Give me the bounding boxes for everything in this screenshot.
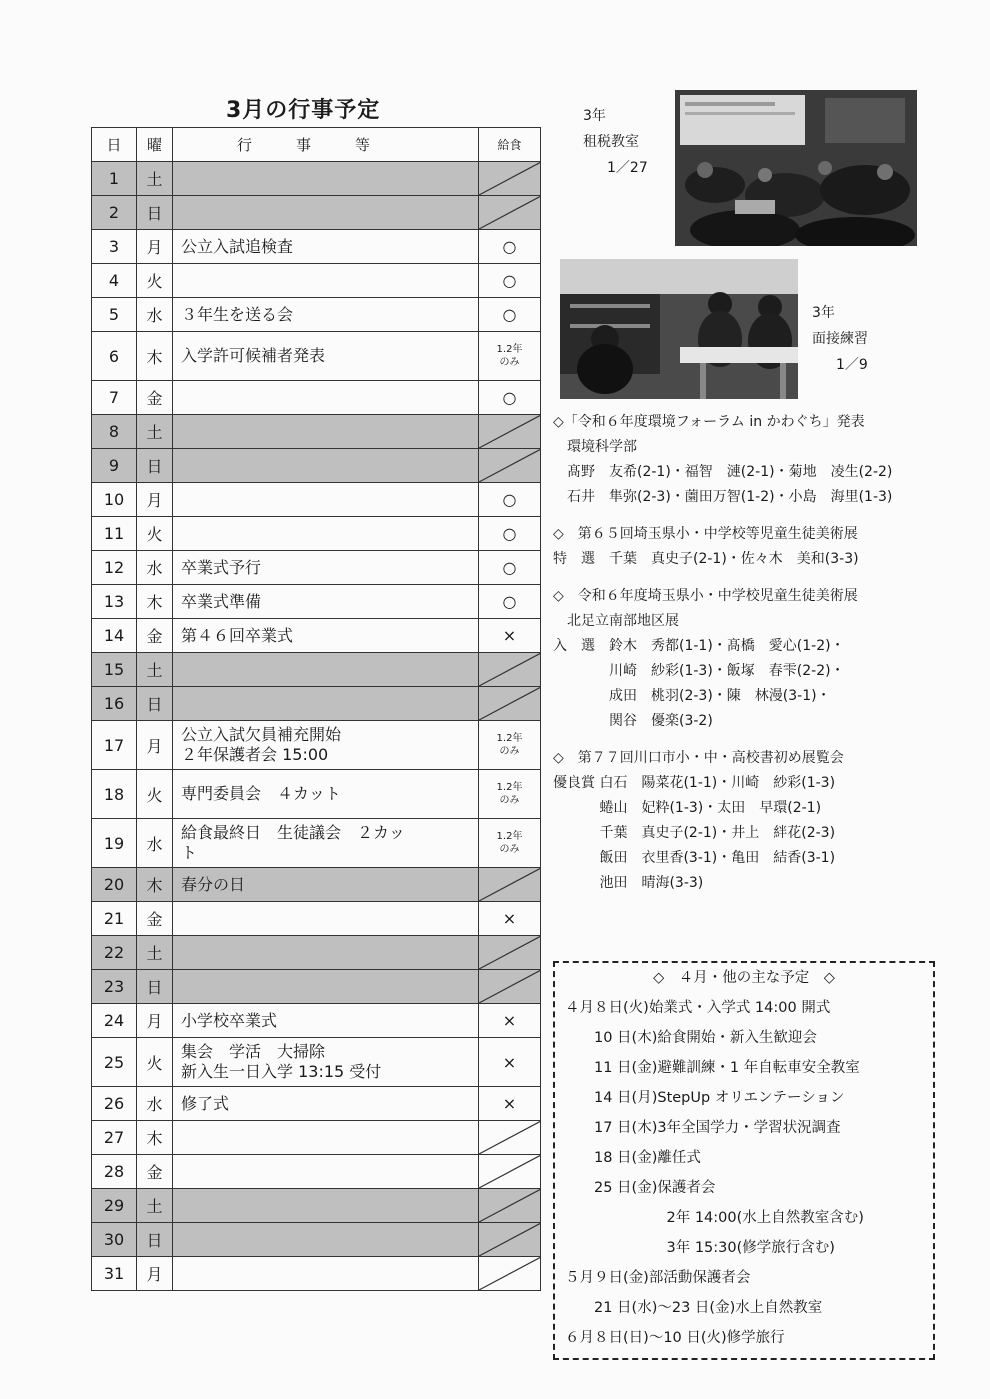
day-cell: 10 xyxy=(92,483,137,517)
day-cell: 23 xyxy=(92,970,137,1004)
lunch-cell xyxy=(479,381,541,415)
event-line: 公立入試追検査 xyxy=(181,236,294,256)
event-line: 第４６回卒業式 xyxy=(181,625,294,645)
lunch-cell xyxy=(479,517,541,551)
event-line: 卒業式準備 xyxy=(181,591,262,611)
lunch-cell xyxy=(479,619,541,653)
lunch-no-mark: × xyxy=(502,626,517,645)
day-cell: 29 xyxy=(92,1189,137,1223)
award-line: 川崎 紗彩(1-3)・飯塚 春雫(2-2)・ xyxy=(553,663,845,679)
award-line: 石井 隼弥(2-3)・薗田万智(1-2)・小島 海里(1-3) xyxy=(553,489,893,505)
event-cell xyxy=(173,653,479,687)
schedule-line: 3年 15:30(修学旅行含む) xyxy=(565,1240,835,1256)
event-cell xyxy=(173,868,479,902)
lunch-no-mark: × xyxy=(502,909,517,928)
table-row xyxy=(92,1223,541,1257)
table-row xyxy=(92,653,541,687)
day-cell: 6 xyxy=(92,332,137,381)
lunch-cell xyxy=(479,264,541,298)
lunch-cell xyxy=(479,970,541,1004)
weekday-cell: 土 xyxy=(137,1189,173,1223)
event-cell xyxy=(173,264,479,298)
lunch-cell xyxy=(479,770,541,819)
header-lunch: 給食 xyxy=(479,128,541,162)
table-row xyxy=(92,1004,541,1038)
award-line: 池田 晴海(3-3) xyxy=(553,875,704,891)
table-row xyxy=(92,332,541,381)
lunch-cell xyxy=(479,196,541,230)
event-cell xyxy=(173,1121,479,1155)
lunch-cell xyxy=(479,1004,541,1038)
lunch-cell xyxy=(479,551,541,585)
no-lunch-slash-icon xyxy=(479,936,541,969)
schedule-line: ６月８日(日)～10 日(火)修学旅行 xyxy=(565,1330,785,1346)
lunch-cell xyxy=(479,687,541,721)
lunch-no-mark: × xyxy=(502,1011,517,1030)
lunch-note: 1.2年のみ xyxy=(496,782,523,806)
event-line-2: ２年保護者会 15:00 xyxy=(181,745,329,764)
no-lunch-slash-icon xyxy=(479,449,541,482)
tax-class-date: 1／27 xyxy=(607,160,648,176)
april-schedule-box xyxy=(553,961,935,1360)
event-cell xyxy=(173,721,479,770)
no-lunch-slash-icon xyxy=(479,1189,541,1222)
lunch-yes-mark: ○ xyxy=(502,388,517,407)
table-row xyxy=(92,1189,541,1223)
event-cell xyxy=(173,1087,479,1121)
award-line: 入 選 鈴木 秀都(1-1)・髙橋 愛心(1-2)・ xyxy=(553,638,845,654)
lunch-note: 1.2年のみ xyxy=(496,344,523,368)
lunch-cell xyxy=(479,721,541,770)
day-cell: 24 xyxy=(92,1004,137,1038)
event-cell xyxy=(173,517,479,551)
weekday-cell: 金 xyxy=(137,381,173,415)
no-lunch-slash-icon xyxy=(479,1257,541,1290)
schedule-line: 2年 14:00(水上自然教室含む) xyxy=(565,1210,864,1226)
lunch-yes-mark: ○ xyxy=(502,237,517,256)
event-cell xyxy=(173,819,479,868)
weekday-cell: 木 xyxy=(137,1121,173,1155)
lunch-cell xyxy=(479,415,541,449)
weekday-cell: 金 xyxy=(137,619,173,653)
lunch-cell xyxy=(479,902,541,936)
day-cell: 18 xyxy=(92,770,137,819)
event-cell xyxy=(173,415,479,449)
weekday-cell: 土 xyxy=(137,415,173,449)
day-cell: 3 xyxy=(92,230,137,264)
award-line: 千葉 真史子(2-1)・井上 絆花(2-3) xyxy=(553,825,836,841)
event-line: 卒業式予行 xyxy=(181,557,262,577)
weekday-cell: 日 xyxy=(137,687,173,721)
event-cell xyxy=(173,585,479,619)
schedule-line: ５月９日(金)部活動保護者会 xyxy=(565,1270,751,1286)
weekday-cell: 土 xyxy=(137,162,173,196)
classroom-photo-image xyxy=(675,90,917,246)
day-cell: 5 xyxy=(92,298,137,332)
event-cell xyxy=(173,1257,479,1291)
table-row xyxy=(92,162,541,196)
table-row xyxy=(92,449,541,483)
no-lunch-slash-icon xyxy=(479,1155,541,1188)
event-cell xyxy=(173,551,479,585)
table-row xyxy=(92,381,541,415)
event-cell xyxy=(173,483,479,517)
lunch-yes-mark: ○ xyxy=(502,305,517,324)
award-line: 関谷 優楽(3-2) xyxy=(553,713,713,729)
schedule-line: 21 日(水)～23 日(金)水上自然教室 xyxy=(565,1300,823,1316)
day-cell: 15 xyxy=(92,653,137,687)
weekday-cell: 火 xyxy=(137,264,173,298)
schedule-line: 25 日(金)保護者会 xyxy=(565,1180,716,1196)
tax-class-photo xyxy=(675,90,917,246)
weekday-cell: 金 xyxy=(137,902,173,936)
table-row xyxy=(92,619,541,653)
weekday-cell: 日 xyxy=(137,449,173,483)
weekday-cell: 日 xyxy=(137,196,173,230)
no-lunch-slash-icon xyxy=(479,1121,541,1154)
table-row xyxy=(92,230,541,264)
weekday-cell: 月 xyxy=(137,483,173,517)
header-day: 日 xyxy=(92,128,137,162)
event-cell xyxy=(173,196,479,230)
event-line: 修了式 xyxy=(181,1093,230,1113)
no-lunch-slash-icon xyxy=(479,687,541,720)
event-cell xyxy=(173,902,479,936)
table-row xyxy=(92,970,541,1004)
event-cell xyxy=(173,1038,479,1087)
event-cell xyxy=(173,332,479,381)
lunch-cell xyxy=(479,1257,541,1291)
day-cell: 20 xyxy=(92,868,137,902)
event-cell xyxy=(173,1155,479,1189)
day-cell: 1 xyxy=(92,162,137,196)
lunch-cell xyxy=(479,332,541,381)
lunch-yes-mark: ○ xyxy=(502,524,517,543)
interview-date: 1／9 xyxy=(836,357,868,373)
schedule-line: 14 日(月)StepUp オリエンテーション xyxy=(565,1090,845,1106)
table-row xyxy=(92,551,541,585)
weekday-cell: 木 xyxy=(137,585,173,619)
weekday-cell: 月 xyxy=(137,230,173,264)
day-cell: 31 xyxy=(92,1257,137,1291)
event-cell xyxy=(173,1189,479,1223)
weekday-cell: 水 xyxy=(137,551,173,585)
schedule-line: 11 日(金)避難訓練・1 年自転車安全教室 xyxy=(565,1060,860,1076)
event-line: ３年生を送る会 xyxy=(181,304,294,324)
table-row xyxy=(92,483,541,517)
day-cell: 8 xyxy=(92,415,137,449)
lunch-cell xyxy=(479,653,541,687)
event-line: 入学許可候補者発表 xyxy=(181,346,326,365)
day-cell: 16 xyxy=(92,687,137,721)
table-row xyxy=(92,585,541,619)
award-line: ◇ 第６５回埼玉県小・中学校等児童生徒美術展 xyxy=(553,526,858,542)
weekday-cell: 日 xyxy=(137,1223,173,1257)
weekday-cell: 火 xyxy=(137,517,173,551)
spacer xyxy=(553,734,943,746)
event-cell xyxy=(173,770,479,819)
lunch-no-mark: × xyxy=(502,1052,517,1072)
no-lunch-slash-icon xyxy=(479,1223,541,1256)
weekday-cell: 金 xyxy=(137,1155,173,1189)
table-row xyxy=(92,298,541,332)
event-line: 公立入試欠員補充開始 xyxy=(181,725,342,744)
award-line: 飯田 衣里香(3-1)・亀田 結香(3-1) xyxy=(553,850,836,866)
interview-caption xyxy=(812,300,868,378)
header-event: 行事等 xyxy=(173,128,479,162)
table-row xyxy=(92,902,541,936)
event-cell xyxy=(173,298,479,332)
weekday-cell: 水 xyxy=(137,1087,173,1121)
lunch-yes-mark: ○ xyxy=(502,592,517,611)
weekday-cell: 月 xyxy=(137,1257,173,1291)
interview-grade: 3年 xyxy=(812,305,835,321)
day-cell: 28 xyxy=(92,1155,137,1189)
table-row xyxy=(92,819,541,868)
table-row xyxy=(92,196,541,230)
schedule-line: 17 日(木)3年全国学力・学習状況調査 xyxy=(565,1120,841,1136)
spacer xyxy=(553,572,943,584)
header-weekday: 曜 xyxy=(137,128,173,162)
event-line: 小学校卒業式 xyxy=(181,1010,278,1030)
page-title: 3月の行事予定 xyxy=(226,98,381,123)
event-cell xyxy=(173,1004,479,1038)
spacer xyxy=(553,510,943,522)
interview-practice-photo xyxy=(560,259,798,399)
weekday-cell: 土 xyxy=(137,936,173,970)
day-cell: 2 xyxy=(92,196,137,230)
award-line: ◇「令和６年度環境フォーラム in かわぐち」発表 xyxy=(553,414,865,430)
interview-photo-image xyxy=(560,259,798,399)
table-row xyxy=(92,1038,541,1087)
weekday-cell: 水 xyxy=(137,298,173,332)
table-row xyxy=(92,264,541,298)
weekday-cell: 日 xyxy=(137,970,173,1004)
award-line: 特 選 千葉 真史子(2-1)・佐々木 美和(3-3) xyxy=(553,551,859,567)
event-line-2: 新入生一日入学 13:15 受付 xyxy=(181,1062,382,1081)
schedule-line: 10 日(木)給食開始・新入生歓迎会 xyxy=(565,1030,817,1046)
weekday-cell: 木 xyxy=(137,868,173,902)
lunch-cell xyxy=(479,585,541,619)
event-line-2: ト xyxy=(181,843,198,862)
day-cell: 13 xyxy=(92,585,137,619)
lunch-cell xyxy=(479,1038,541,1087)
lunch-cell xyxy=(479,1087,541,1121)
event-line: 給食最終日 生徒議会 ２カッ xyxy=(181,823,405,842)
weekday-cell: 水 xyxy=(137,819,173,868)
day-cell: 30 xyxy=(92,1223,137,1257)
day-cell: 9 xyxy=(92,449,137,483)
event-line: 専門委員会 ４カット xyxy=(181,784,341,803)
no-lunch-slash-icon xyxy=(479,868,541,901)
lunch-cell xyxy=(479,819,541,868)
day-cell: 7 xyxy=(92,381,137,415)
award-line: 蜷山 妃粋(1-3)・太田 早環(2-1) xyxy=(553,800,822,816)
day-cell: 25 xyxy=(92,1038,137,1087)
lunch-cell xyxy=(479,1121,541,1155)
table-row xyxy=(92,687,541,721)
lunch-yes-mark: ○ xyxy=(502,490,517,509)
table-row xyxy=(92,1257,541,1291)
award-line: ◇ 第７７回川口市小・中・高校書初め展覧会 xyxy=(553,750,844,766)
lunch-cell xyxy=(479,449,541,483)
april-box-heading: ◇ ４月・他の主な予定 ◇ xyxy=(653,970,835,986)
lunch-note: 1.2年のみ xyxy=(496,733,523,757)
event-cell xyxy=(173,1223,479,1257)
weekday-cell: 木 xyxy=(137,332,173,381)
event-cell xyxy=(173,230,479,264)
table-row xyxy=(92,936,541,970)
tax-class-title: 租税教室 xyxy=(583,134,639,150)
awards-list xyxy=(553,410,943,896)
lunch-cell xyxy=(479,483,541,517)
award-line: 北足立南部地区展 xyxy=(553,613,679,629)
table-row xyxy=(92,1155,541,1189)
award-line: 髙野 友希(2-1)・福智 漣(2-1)・菊地 凌生(2-2) xyxy=(553,464,893,480)
lunch-note: 1.2年のみ xyxy=(496,831,523,855)
weekday-cell: 土 xyxy=(137,653,173,687)
lunch-cell xyxy=(479,230,541,264)
lunch-cell xyxy=(479,162,541,196)
day-cell: 17 xyxy=(92,721,137,770)
day-cell: 19 xyxy=(92,819,137,868)
event-cell xyxy=(173,381,479,415)
table-row xyxy=(92,415,541,449)
lunch-cell xyxy=(479,1189,541,1223)
day-cell: 11 xyxy=(92,517,137,551)
no-lunch-slash-icon xyxy=(479,196,541,229)
lunch-cell xyxy=(479,298,541,332)
award-line: 環境科学部 xyxy=(553,439,637,455)
table-row xyxy=(92,721,541,770)
no-lunch-slash-icon xyxy=(479,970,541,1003)
table-row xyxy=(92,868,541,902)
award-line: 成田 桃羽(2-3)・陳 林漫(3-1)・ xyxy=(553,688,831,704)
schedule-line: ４月８日(火)始業式・入学式 14:00 開式 xyxy=(565,1000,831,1016)
lunch-cell xyxy=(479,1223,541,1257)
lunch-cell xyxy=(479,936,541,970)
event-cell xyxy=(173,970,479,1004)
day-cell: 27 xyxy=(92,1121,137,1155)
no-lunch-slash-icon xyxy=(479,653,541,686)
lunch-yes-mark: ○ xyxy=(502,558,517,577)
table-row xyxy=(92,517,541,551)
schedule-table xyxy=(91,127,541,1291)
day-cell: 4 xyxy=(92,264,137,298)
tax-class-caption xyxy=(583,103,648,181)
event-cell xyxy=(173,687,479,721)
event-cell xyxy=(173,619,479,653)
no-lunch-slash-icon xyxy=(479,415,541,448)
schedule-line: 18 日(金)離任式 xyxy=(565,1150,701,1166)
weekday-cell: 月 xyxy=(137,721,173,770)
day-cell: 26 xyxy=(92,1087,137,1121)
award-line: 優良賞 白石 陽菜花(1-1)・川崎 紗彩(1-3) xyxy=(553,775,836,791)
table-row xyxy=(92,770,541,819)
weekday-cell: 火 xyxy=(137,770,173,819)
lunch-cell xyxy=(479,868,541,902)
table-row xyxy=(92,1087,541,1121)
weekday-cell: 月 xyxy=(137,1004,173,1038)
day-cell: 14 xyxy=(92,619,137,653)
event-cell xyxy=(173,162,479,196)
lunch-cell xyxy=(479,1155,541,1189)
interview-title: 面接練習 xyxy=(812,331,868,347)
event-line: 集会 学活 大掃除 xyxy=(181,1042,326,1061)
event-cell xyxy=(173,936,479,970)
event-cell xyxy=(173,449,479,483)
tax-class-grade: 3年 xyxy=(583,108,606,124)
table-row xyxy=(92,1121,541,1155)
lunch-no-mark: × xyxy=(502,1094,517,1113)
lunch-yes-mark: ○ xyxy=(502,271,517,290)
no-lunch-slash-icon xyxy=(479,162,541,195)
day-cell: 22 xyxy=(92,936,137,970)
event-line: 春分の日 xyxy=(181,874,246,894)
day-cell: 21 xyxy=(92,902,137,936)
day-cell: 12 xyxy=(92,551,137,585)
award-line: ◇ 令和６年度埼玉県小・中学校児童生徒美術展 xyxy=(553,588,858,604)
weekday-cell: 火 xyxy=(137,1038,173,1087)
